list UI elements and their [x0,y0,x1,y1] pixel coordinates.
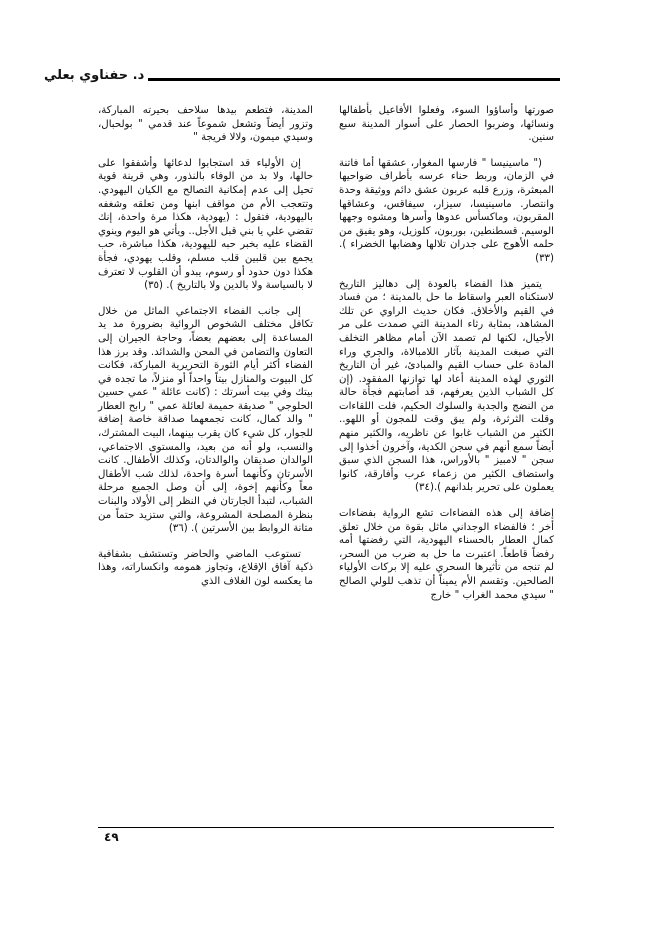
paragraph: المدينة، فتطعم بيدها سلاحف بحيرته المباركة، وتزور أيضاً وتشعل شموعاً عند قدمي " بولحبال، وسيدي ميمون، ولالا فريجة " [98,105,313,144]
paragraph: إلى جانب الفضاء الاجتماعي الماثل من خلال تكافل مختلف الشخوص الروائية بضرورة مد يد المساعدة إلى بعضهم بعضاً، وحاجة الجيران إلى التعاون والتضامن في المحن والشدائد. وقد برز هذا الفضاء أكثر أيام الثورة التحريرية المباركة، فكانت كل البيوت والمنازل بيتاً واحداً أو منزلاً، ما تجده في بيتك وفي بيت أسرتك : (كانت عائلة " عمي حسين الحلوجي " صديقة حميمة لعائلة عمي " رابح العطار " والد كمال، كانت تجمعهما صداقة خاصة إضافة للجوار، كل شيء كان يقرب بينهما، البيت المشترك، والنسب، ولو أنه من بعيد، والمستوى الاجتماعي، الوالدان صديقان والوالدتان، وكذلك الأطفال. كانت الأسرتان وكأنهما أسرة واحدة، لذلك شب الأطفال معاً وكأنهم إخوة، إلى أن وصل الجميع مرحلة الشباب، لتبدأ الجارتان في النظر إلى الأولاد والبنات بنظرة المصلحة المشروعة، والتي ستزيد حتماً من متانة الروابط بين الأسرتين ). (٣٦) [98,305,313,535]
paragraph: تستوعب الماضي والحاضر وتستشف بشفافية ذكية آفاق الإقلاع، وتجاوز همومه وانكساراته، وهذا ما يعكسه لون الغلاف الذي [98,548,313,587]
paragraph: إن الأولياء قد استجابوا لدعائها وأشفقوا على حالها، ولا بد من الوفاء بالنذور، وهي قرينة قوية تحيل إلى عدم إمكانية التصالح مع الكيان اليهودي. وتتعجب الأم من مواقف ابنها ومن تعلقه وشغفه باليهودية، فتقول : (يهودية، هكذا مرة واحدة، إنك تقضي علي يا بني قبل الأجل.. ويأتي هو اليوم وينوي القضاء عليه بخبر حبه لليهودية، هكذا مباشرة، حب يجمع بين قلبين قلب مسلم، وقلب يهودي، فجأة هكذا دون حدود أو رسوم، يبدو أن القلوب لا تعترف لا بالسياسة ولا بالدين ولا بالتاريخ ). (٣٥) [98,157,313,292]
paragraph: يتميز هذا الفضاء بالعودة إلى دهاليز التاريخ لاستكناه العبر واسقاط ما حل بالمدينة ؛ من فساد في القيم والأخلاق. فكان حديث الراوي عن تلك المشاهد، بمثابة رثاء المدينة التي صمدت على مر الأجيال، لكنها لم تصمد الآن أمام مظاهر التخلف التي صبغت المدينة بآثار اللامبالاة، والجري وراء المادة على حساب القيم والمبادئ، غير أن التاريخ الثوري لهذه المدينة أعاد لها توازنها المفقود. (إن كل الشباب الذين يعرفهم، قد أصابتهم فجأة حالة من النضج والجدية والسلوك الحكيم، فلت اللقاءات وقلت الثرثرة، ولم يبق وقت للمجون أو اللهو.. الكثير من الشباب غابوا عن ناظريه، والكثير منهم أيضاً سمع أنهم في سجن الكدية، وآخرون أخذوا إلى سجن " لامبيز " بالأوراس، هذا السجن الذي سبق واستضاف الكثير من زعماء عرب وأفارقة، كانوا يعملون على تحرير بلدانهم ).(٣٤) [339,278,554,494]
quote-paragraph: (" ماسينيسا " فارسها المغوار، عشقها أما فاتنة في الزمان، وربط حناء عرسه بأطراف ضواحيها المبعثرة، وزرع قلبه عربون عشق دائم ووثيقة وحدة وانتصار. ماسينيسا، سيزار، سيفاقس، وعشاقها المقربون، وماكسأس عدوها وأسرها ومشوه وجهها الوسيم. قسطنطين، بوربون، كلوزيل، وهو يفيق من حلمه الأهوج على جدران تلالها وهضابها الخضراء ). (٣٣) [339,157,554,264]
paragraph: إضافة إلى هذه الفضاءات تشع الرواية بفضاءات أخر ؛ فالفضاء الوجداني ماثل بقوة من خلال تعلق كمال العطار بالحسناء اليهودية، التي رفضتها أمه رفضاً قاطعاً. اعتبرت ما حل به ضرب من السحر، لم تنجه من تأثيرها السحري عليه إلا بركات الأولياء الصالحين. وتقسم الأم يميناً أن تذهب للولي الصالح " سيدي محمد الغراب " خارج [339,508,554,601]
text-column-right [339,104,554,614]
text-column-left [98,104,313,601]
header-rule [110,78,560,81]
page-number: ٤٩ [104,830,119,844]
running-header-author: د. حفناوي بعلي [40,68,148,83]
paragraph: صورتها وأساؤوا السوء، وفعلوا الأفاعيل بأطفالها ونسائها، وضربوا الحصار على أسوار المدينة سبع سنين. [339,105,554,144]
footer-rule [98,827,554,828]
